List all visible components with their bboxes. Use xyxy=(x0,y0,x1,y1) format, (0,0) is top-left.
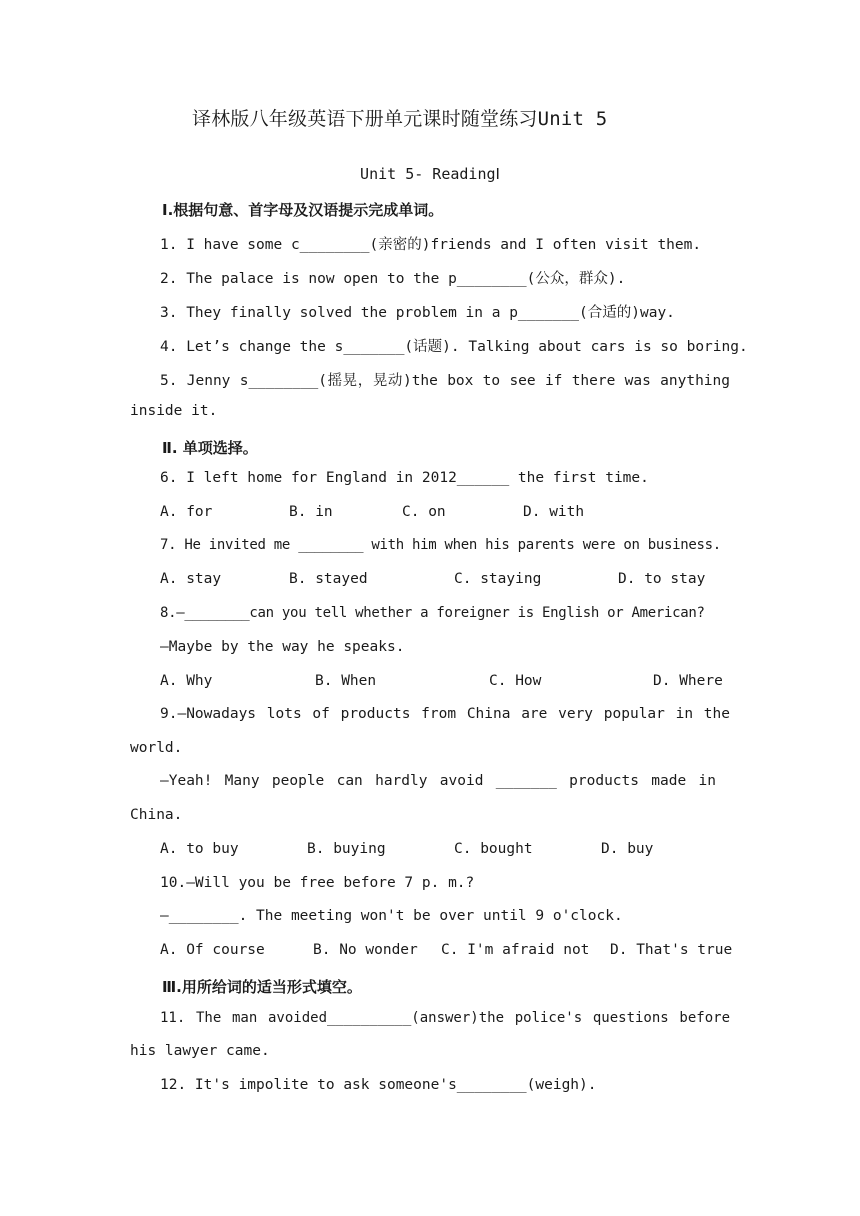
question-4: 4. Let’s change the s_______(话题). Talking about cars is so boring. xyxy=(160,339,748,355)
option-c: C. How xyxy=(489,673,542,689)
option-d: D. Where xyxy=(653,673,723,689)
option-b: B. When xyxy=(315,673,377,689)
question-12: 12. It's impolite to ask someone's________(weigh). xyxy=(160,1077,597,1093)
option-a: A. to buy xyxy=(160,841,239,857)
option-b: B. buying xyxy=(307,841,386,857)
question-11: 11. The man avoided__________(answer)the police's questions before xyxy=(160,1010,730,1026)
question-9-cont: world. xyxy=(130,740,183,756)
question-9-reply: —Yeah! Many people can hardly avoid _______ products made in xyxy=(160,773,716,789)
question-10-answer-line: —________. The meeting won't be over until 9 o'clock. xyxy=(160,908,623,924)
section-subtitle: Unit 5- ReadingⅠ xyxy=(360,165,500,183)
question-2: 2. The palace is now open to the p________(公众，群众). xyxy=(160,271,626,287)
option-a: A. Why xyxy=(160,673,213,689)
section-heading-2: Ⅱ. 单项选择。 xyxy=(162,439,258,457)
question-9-reply-cont: China. xyxy=(130,807,183,823)
question-5: 5. Jenny s________(摇晃，晃动)the box to see if there was anything xyxy=(160,373,730,389)
question-9: 9.—Nowadays lots of products from China are very popular in the xyxy=(160,706,730,722)
option-a: A. Of course xyxy=(160,942,265,958)
question-8: 8.—________can you tell whether a foreigner is English or American? xyxy=(160,605,705,621)
option-b: B. in xyxy=(289,504,333,520)
question-5-cont: inside it. xyxy=(130,403,218,419)
option-d: D. with xyxy=(523,504,585,520)
question-1: 1. I have some c________(亲密的)friends and I often visit them. xyxy=(160,237,702,253)
question-3: 3. They finally solved the problem in a p_______(合适的)way. xyxy=(160,305,675,321)
question-11-cont: his lawyer came. xyxy=(130,1043,270,1059)
option-c: C. on xyxy=(402,504,446,520)
option-b: B. No wonder xyxy=(313,942,418,958)
option-d: D. buy xyxy=(601,841,654,857)
option-d: D. That's true xyxy=(610,942,733,958)
option-a: A. stay xyxy=(160,571,222,587)
option-c: C. bought xyxy=(454,841,533,857)
question-7: 7. He invited me ________ with him when his parents were on business. xyxy=(160,537,721,553)
option-c: C. I'm afraid not xyxy=(441,942,590,958)
option-a: A. for xyxy=(160,504,213,520)
page-title: 译林版八年级英语下册单元课时随堂练习Unit 5 xyxy=(192,108,608,130)
question-6: 6. I left home for England in 2012______ the first time. xyxy=(160,470,649,486)
section-heading-1: Ⅰ.根据句意、首字母及汉语提示完成单词。 xyxy=(162,201,444,219)
question-8-answer-line: —Maybe by the way he speaks. xyxy=(160,639,405,655)
section-heading-3: Ⅲ.用所给词的适当形式填空。 xyxy=(162,978,362,996)
option-d: D. to stay xyxy=(618,571,706,587)
question-10: 10.—Will you be free before 7 p. m.? xyxy=(160,875,475,891)
option-c: C. staying xyxy=(454,571,542,587)
option-b: B. stayed xyxy=(289,571,368,587)
